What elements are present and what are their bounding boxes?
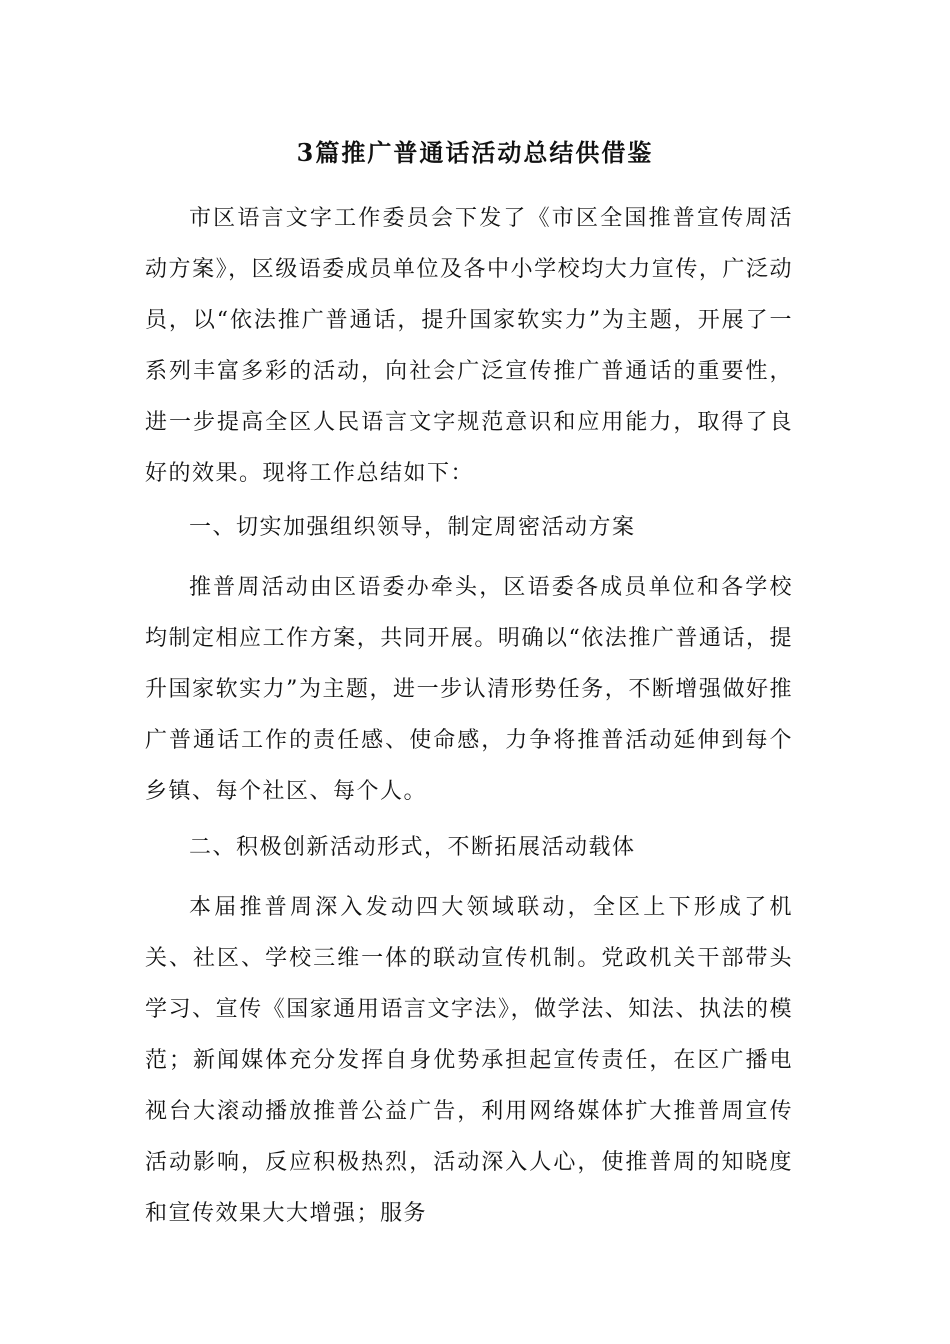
paragraph-intro: 市区语言文字工作委员会下发了《市区全国推普宣传周活动方案》，区级语委成员单位及各中小学校均大力宣传，广泛动员，以“依法推广普通话，提升国家软实力”为主题，开展了一系列丰富多彩的活动，向社会广泛宣传推广普通话的重要性，进一步提高全区人民语言文字规范意识和应用能力，取得了良好的效果。现将工作总结如下： (145, 206, 793, 486)
section-heading-2: 二、积极创新活动形式，不断拓展活动载体 (189, 835, 636, 860)
document-title: 3篇推广普通话活动总结供借鉴 (296, 138, 654, 167)
paragraph-section-2: 本届推普周深入发动四大领域联动，全区上下形成了机关、社区、学校三维一体的联动宣传机制。党政机关干部带头学习、宣传《国家通用语言文字法》，做学法、知法、执法的模范；新闻媒体充分发挥自身优势承担起宣传责任，在区广播电视台大滚动播放推普公益广告，利用网络媒体扩大推普周宣传活动影响，反应积极热烈，活动深入人心，使推普周的知晓度和宣传效果大大增强；服务 (145, 895, 793, 1226)
paragraph-section-1: 推普周活动由区语委办牵头，区语委各成员单位和各学校均制定相应工作方案，共同开展。明确以“依法推广普通话，提升国家软实力”为主题，进一步认清形势任务，不断增强做好推广普通话工作的责任感、使命感，力争将推普活动延伸到每个乡镇、每个社区、每个人。 (145, 575, 793, 804)
section-heading-1: 一、切实加强组织领导，制定周密活动方案 (189, 515, 636, 540)
